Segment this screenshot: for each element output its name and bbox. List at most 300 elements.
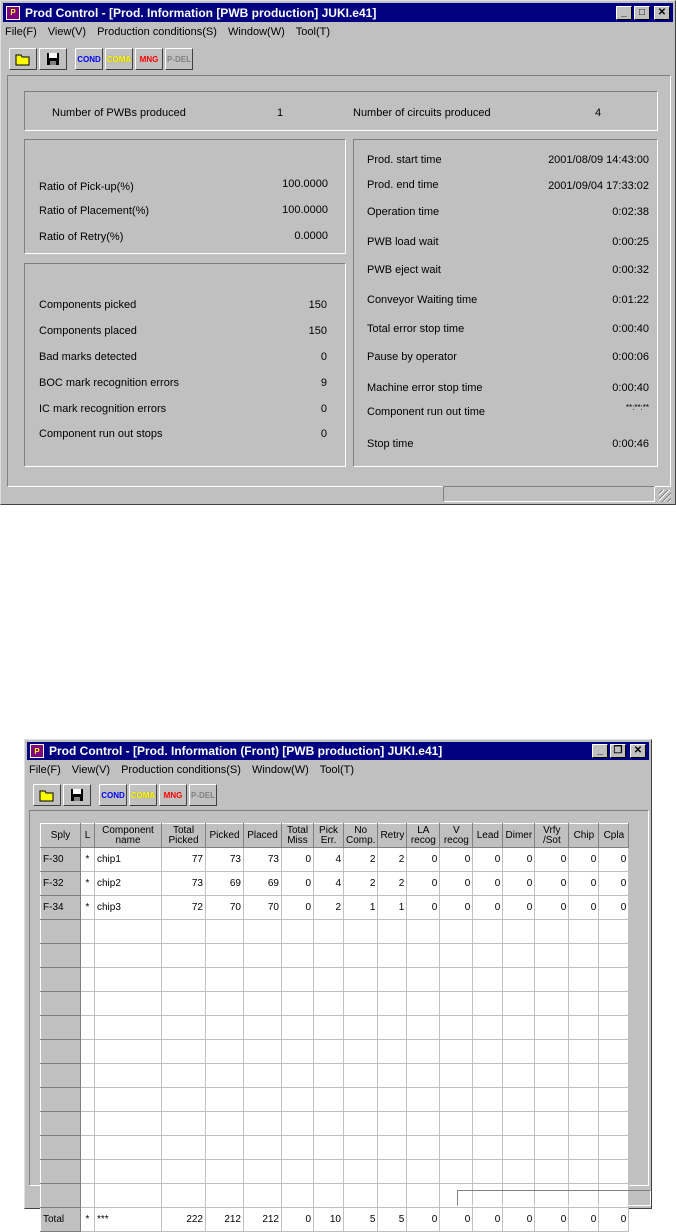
grid-cell[interactable] [503,1088,535,1112]
grid-cell[interactable] [473,1112,503,1136]
grid-cell[interactable]: 69 [206,872,244,896]
grid-cell[interactable] [407,1064,440,1088]
column-header[interactable]: V recog [440,824,473,848]
restore-button[interactable]: ❐ [610,744,626,758]
grid-cell[interactable] [81,968,95,992]
grid-cell[interactable]: 0 [599,1208,629,1232]
grid-cell[interactable]: 0 [535,896,569,920]
grid-cell[interactable] [162,968,206,992]
grid-cell[interactable] [440,992,473,1016]
row-header-cell[interactable] [41,1064,81,1088]
grid-cell[interactable] [162,1064,206,1088]
grid-cell[interactable] [569,1040,599,1064]
column-header[interactable]: Sply [41,824,81,848]
grid-cell[interactable] [282,1040,314,1064]
grid-cell[interactable] [314,1088,344,1112]
save-button[interactable] [63,784,91,806]
column-header[interactable]: Component name [95,824,162,848]
grid-cell[interactable] [473,1064,503,1088]
grid-cell[interactable] [599,1016,629,1040]
maximize-button[interactable]: □ [634,6,650,20]
grid-cell[interactable] [473,1040,503,1064]
grid-cell[interactable] [503,1016,535,1040]
grid-cell[interactable] [440,1160,473,1184]
grid-cell[interactable] [95,1160,162,1184]
grid-cell[interactable]: 70 [206,896,244,920]
grid-cell[interactable]: 73 [162,872,206,896]
grid-cell[interactable] [503,1136,535,1160]
column-header[interactable]: Placed [244,824,282,848]
grid-cell[interactable] [344,1088,378,1112]
column-header[interactable]: No Comp. [344,824,378,848]
grid-cell[interactable] [162,1088,206,1112]
grid-cell[interactable] [282,920,314,944]
grid-cell[interactable] [282,1088,314,1112]
empty-row[interactable] [41,1160,629,1184]
empty-row[interactable] [41,1040,629,1064]
title-bar[interactable] [3,3,673,22]
grid-cell[interactable]: 0 [440,1208,473,1232]
total-row[interactable] [41,1208,629,1232]
grid-cell[interactable] [314,992,344,1016]
grid-cell[interactable] [378,1016,407,1040]
column-header[interactable]: LA recog [407,824,440,848]
grid-cell[interactable] [440,1040,473,1064]
grid-cell[interactable] [503,968,535,992]
grid-cell[interactable] [314,920,344,944]
grid-cell[interactable] [282,1112,314,1136]
grid-cell[interactable] [503,920,535,944]
grid-cell[interactable] [206,1136,244,1160]
grid-cell[interactable] [314,1040,344,1064]
open-button[interactable] [33,784,61,806]
grid-cell[interactable] [473,1016,503,1040]
coma-button[interactable] [129,784,157,806]
menu-window[interactable]: Window(W) [227,26,285,38]
grid-cell[interactable] [503,992,535,1016]
row-header-cell[interactable]: F-30 [41,848,81,872]
coma-button[interactable] [105,48,133,70]
row-header-cell[interactable] [41,1088,81,1112]
grid-cell[interactable] [407,1040,440,1064]
grid-cell[interactable]: 73 [244,848,282,872]
grid-cell[interactable] [378,1112,407,1136]
save-button[interactable] [39,48,67,70]
grid-cell[interactable] [344,944,378,968]
grid-cell[interactable] [162,944,206,968]
grid-cell[interactable] [378,1160,407,1184]
grid-cell[interactable] [569,1112,599,1136]
grid-cell[interactable]: 0 [535,1208,569,1232]
grid-cell[interactable] [440,1064,473,1088]
grid-cell[interactable] [599,1160,629,1184]
grid-cell[interactable] [81,1112,95,1136]
grid-cell[interactable] [344,1112,378,1136]
grid-cell[interactable] [244,1136,282,1160]
menu-file[interactable]: File(F) [29,764,61,776]
grid-cell[interactable] [440,1088,473,1112]
grid-cell[interactable]: 0 [473,1208,503,1232]
grid-cell[interactable] [535,1016,569,1040]
grid-cell[interactable] [407,992,440,1016]
grid-cell[interactable]: 0 [503,848,535,872]
grid-cell[interactable] [440,1136,473,1160]
grid-cell[interactable] [599,1112,629,1136]
row-header-cell[interactable] [41,944,81,968]
row-header-cell[interactable] [41,920,81,944]
grid-cell[interactable]: chip2 [95,872,162,896]
grid-cell[interactable]: 222 [162,1208,206,1232]
grid-cell[interactable] [535,1040,569,1064]
grid-cell[interactable] [535,968,569,992]
grid-cell[interactable] [344,920,378,944]
grid-cell[interactable] [244,1088,282,1112]
grid-cell[interactable] [378,1040,407,1064]
grid-cell[interactable]: 4 [314,848,344,872]
grid-cell[interactable] [378,968,407,992]
row-header-cell[interactable]: F-32 [41,872,81,896]
grid-cell[interactable]: 212 [206,1208,244,1232]
menu-view[interactable]: View(V) [47,26,87,38]
mng-button[interactable] [135,48,163,70]
grid-cell[interactable] [599,944,629,968]
grid-cell[interactable] [95,944,162,968]
grid-cell[interactable] [81,1016,95,1040]
empty-row[interactable] [41,1016,629,1040]
grid-cell[interactable] [95,992,162,1016]
menu-window[interactable]: Window(W) [251,764,309,776]
menu-production-conditions[interactable]: Production conditions(S) [97,26,217,38]
grid-cell[interactable] [407,944,440,968]
grid-cell[interactable] [407,1112,440,1136]
grid-cell[interactable] [244,1112,282,1136]
grid-cell[interactable]: 0 [282,896,314,920]
grid-cell[interactable] [407,1136,440,1160]
grid-cell[interactable]: 0 [569,1208,599,1232]
grid-cell[interactable] [599,992,629,1016]
grid-cell[interactable] [95,1136,162,1160]
grid-cell[interactable]: 0 [599,872,629,896]
grid-cell[interactable] [206,992,244,1016]
production-grid[interactable] [40,823,629,1232]
grid-cell[interactable] [81,1160,95,1184]
empty-row[interactable] [41,1112,629,1136]
grid-cell[interactable] [535,1088,569,1112]
row-header-cell[interactable] [41,1160,81,1184]
grid-cell[interactable] [95,1064,162,1088]
column-header[interactable]: Lead [473,824,503,848]
grid-cell[interactable] [95,968,162,992]
grid-cell[interactable] [569,1064,599,1088]
grid-cell[interactable] [206,1088,244,1112]
resize-grip-icon[interactable] [659,490,671,502]
grid-cell[interactable] [440,968,473,992]
grid-cell[interactable] [535,944,569,968]
grid-cell[interactable] [599,1088,629,1112]
grid-cell[interactable] [440,1112,473,1136]
grid-cell[interactable]: chip1 [95,848,162,872]
grid-cell[interactable] [407,920,440,944]
row-header-cell[interactable] [41,1040,81,1064]
grid-cell[interactable]: 0 [282,848,314,872]
grid-cell[interactable] [599,968,629,992]
grid-cell[interactable] [162,1016,206,1040]
grid-cell[interactable] [407,968,440,992]
grid-cell[interactable] [95,1040,162,1064]
cond-button[interactable] [75,48,103,70]
grid-cell[interactable] [344,1136,378,1160]
grid-cell[interactable] [81,1088,95,1112]
grid-cell[interactable] [314,1112,344,1136]
column-header[interactable]: Cpla [599,824,629,848]
close-button[interactable]: ✕ [654,6,670,20]
grid-cell[interactable] [282,944,314,968]
grid-cell[interactable]: * [81,896,95,920]
menu-view[interactable]: View(V) [71,764,111,776]
grid-cell[interactable]: 5 [344,1208,378,1232]
grid-cell[interactable]: 0 [535,872,569,896]
grid-cell[interactable] [569,1088,599,1112]
grid-cell[interactable] [407,1088,440,1112]
grid-cell[interactable]: 4 [314,872,344,896]
grid-cell[interactable] [344,1064,378,1088]
grid-cell[interactable] [569,944,599,968]
grid-cell[interactable]: 70 [244,896,282,920]
grid-cell[interactable]: 0 [282,872,314,896]
grid-cell[interactable] [81,1136,95,1160]
row-header-cell[interactable] [41,968,81,992]
row-header-cell[interactable] [41,1136,81,1160]
grid-cell[interactable]: 0 [599,848,629,872]
grid-cell[interactable] [162,1112,206,1136]
grid-cell[interactable]: 0 [503,872,535,896]
menu-production-conditions[interactable]: Production conditions(S) [121,764,241,776]
grid-cell[interactable]: 0 [440,848,473,872]
menu-file[interactable]: File(F) [5,26,37,38]
column-header[interactable]: Pick Err. [314,824,344,848]
grid-cell[interactable] [282,1136,314,1160]
grid-cell[interactable]: 0 [503,1208,535,1232]
grid-cell[interactable] [314,1136,344,1160]
grid-cell[interactable] [535,992,569,1016]
grid-cell[interactable] [473,944,503,968]
grid-cell[interactable]: 0 [407,848,440,872]
column-header[interactable]: Total Miss [282,824,314,848]
empty-row[interactable] [41,1136,629,1160]
grid-cell[interactable] [282,1160,314,1184]
grid-cell[interactable]: 73 [206,848,244,872]
grid-cell[interactable] [95,1088,162,1112]
grid-cell[interactable]: 5 [378,1208,407,1232]
grid-cell[interactable] [503,1040,535,1064]
grid-cell[interactable] [599,920,629,944]
grid-cell[interactable] [244,1016,282,1040]
grid-cell[interactable] [244,920,282,944]
minimize-button[interactable]: _ [616,6,632,20]
open-button[interactable] [9,48,37,70]
pdel-button[interactable] [189,784,217,806]
title-bar[interactable] [27,742,649,760]
grid-cell[interactable] [569,1016,599,1040]
grid-cell[interactable]: 0 [535,848,569,872]
grid-cell[interactable] [244,1160,282,1184]
column-header[interactable]: Vrfy /Sot [535,824,569,848]
grid-cell[interactable] [344,992,378,1016]
empty-row[interactable] [41,968,629,992]
grid-cell[interactable]: 77 [162,848,206,872]
grid-cell[interactable]: 1 [344,896,378,920]
grid-cell[interactable]: 212 [244,1208,282,1232]
table-row[interactable] [41,872,629,896]
grid-cell[interactable] [378,1064,407,1088]
grid-cell[interactable]: 2 [378,848,407,872]
grid-cell[interactable] [440,920,473,944]
grid-cell[interactable] [535,1112,569,1136]
menu-tool[interactable]: Tool(T) [319,764,355,776]
grid-cell[interactable] [473,1136,503,1160]
grid-cell[interactable] [244,968,282,992]
grid-cell[interactable]: 0 [440,896,473,920]
mng-button[interactable] [159,784,187,806]
row-header-cell[interactable] [41,1016,81,1040]
grid-cell[interactable] [407,1160,440,1184]
grid-cell[interactable]: 1 [378,896,407,920]
grid-cell[interactable]: chip3 [95,896,162,920]
grid-cell[interactable]: 0 [569,872,599,896]
grid-cell[interactable]: 0 [569,848,599,872]
grid-cell[interactable] [535,1136,569,1160]
row-header-cell[interactable]: Total [41,1208,81,1232]
grid-cell[interactable] [378,944,407,968]
grid-cell[interactable] [599,1040,629,1064]
grid-cell[interactable] [206,944,244,968]
grid-cell[interactable] [162,992,206,1016]
grid-cell[interactable] [81,1064,95,1088]
cond-button[interactable] [99,784,127,806]
table-row[interactable] [41,848,629,872]
empty-row[interactable] [41,1064,629,1088]
grid-cell[interactable] [314,1160,344,1184]
grid-cell[interactable] [473,992,503,1016]
grid-cell[interactable] [599,1064,629,1088]
grid-cell[interactable] [569,1160,599,1184]
grid-cell[interactable]: *** [95,1208,162,1232]
grid-cell[interactable] [81,944,95,968]
grid-cell[interactable] [314,968,344,992]
row-header-cell[interactable]: F-34 [41,896,81,920]
grid-cell[interactable] [503,1160,535,1184]
grid-cell[interactable] [95,920,162,944]
grid-cell[interactable] [81,1040,95,1064]
grid-cell[interactable] [378,992,407,1016]
grid-cell[interactable] [473,1160,503,1184]
close-button[interactable]: ✕ [630,744,646,758]
grid-cell[interactable]: 0 [440,872,473,896]
grid-cell[interactable] [378,1088,407,1112]
column-header[interactable]: Chip [569,824,599,848]
grid-cell[interactable]: 0 [569,896,599,920]
grid-cell[interactable] [314,944,344,968]
grid-cell[interactable] [244,1064,282,1088]
grid-cell[interactable]: 0 [407,1208,440,1232]
grid-cell[interactable] [282,968,314,992]
grid-cell[interactable] [378,920,407,944]
grid-cell[interactable]: 0 [503,896,535,920]
row-header-cell[interactable] [41,992,81,1016]
grid-cell[interactable] [503,1112,535,1136]
grid-cell[interactable] [162,920,206,944]
grid-cell[interactable] [378,1136,407,1160]
grid-cell[interactable] [569,968,599,992]
pdel-button[interactable] [165,48,193,70]
column-header[interactable]: Total Picked [162,824,206,848]
grid-cell[interactable]: 2 [378,872,407,896]
grid-cell[interactable] [535,920,569,944]
grid-cell[interactable]: 2 [314,896,344,920]
grid-cell[interactable]: 0 [407,896,440,920]
grid-cell[interactable] [206,968,244,992]
grid-cell[interactable]: 0 [473,848,503,872]
grid-cell[interactable] [473,920,503,944]
grid-cell[interactable] [569,920,599,944]
grid-cell[interactable] [244,944,282,968]
grid-cell[interactable] [95,1112,162,1136]
grid-cell[interactable] [473,1088,503,1112]
grid-cell[interactable] [344,1160,378,1184]
grid-cell[interactable]: 0 [282,1208,314,1232]
column-header[interactable]: Retry [378,824,407,848]
empty-row[interactable] [41,920,629,944]
grid-cell[interactable]: 10 [314,1208,344,1232]
grid-cell[interactable] [314,1016,344,1040]
grid-cell[interactable] [81,992,95,1016]
minimize-button[interactable]: _ [592,744,608,758]
column-header[interactable]: Dimer [503,824,535,848]
grid-cell[interactable]: 72 [162,896,206,920]
grid-cell[interactable] [206,1160,244,1184]
grid-cell[interactable] [81,920,95,944]
grid-cell[interactable] [206,1040,244,1064]
empty-row[interactable] [41,1088,629,1112]
grid-cell[interactable] [344,1016,378,1040]
grid-cell[interactable] [244,1040,282,1064]
grid-cell[interactable] [206,1112,244,1136]
grid-cell[interactable] [599,1136,629,1160]
grid-cell[interactable] [503,944,535,968]
grid-cell[interactable] [206,1064,244,1088]
grid-cell[interactable]: * [81,848,95,872]
grid-cell[interactable] [206,1016,244,1040]
grid-cell[interactable] [473,968,503,992]
grid-cell[interactable] [535,1064,569,1088]
grid-cell[interactable] [206,920,244,944]
grid-cell[interactable] [440,1016,473,1040]
grid-cell[interactable] [162,1040,206,1064]
grid-cell[interactable]: 69 [244,872,282,896]
grid-cell[interactable]: 2 [344,848,378,872]
row-header-cell[interactable] [41,1112,81,1136]
grid-cell[interactable] [162,1136,206,1160]
grid-cell[interactable]: 0 [473,896,503,920]
grid-cell[interactable] [535,1160,569,1184]
grid-cell[interactable] [440,944,473,968]
grid-cell[interactable] [162,1160,206,1184]
grid-cell[interactable] [282,1016,314,1040]
grid-cell[interactable] [569,992,599,1016]
grid-cell[interactable] [314,1064,344,1088]
grid-cell[interactable]: 2 [344,872,378,896]
grid-cell[interactable] [344,968,378,992]
